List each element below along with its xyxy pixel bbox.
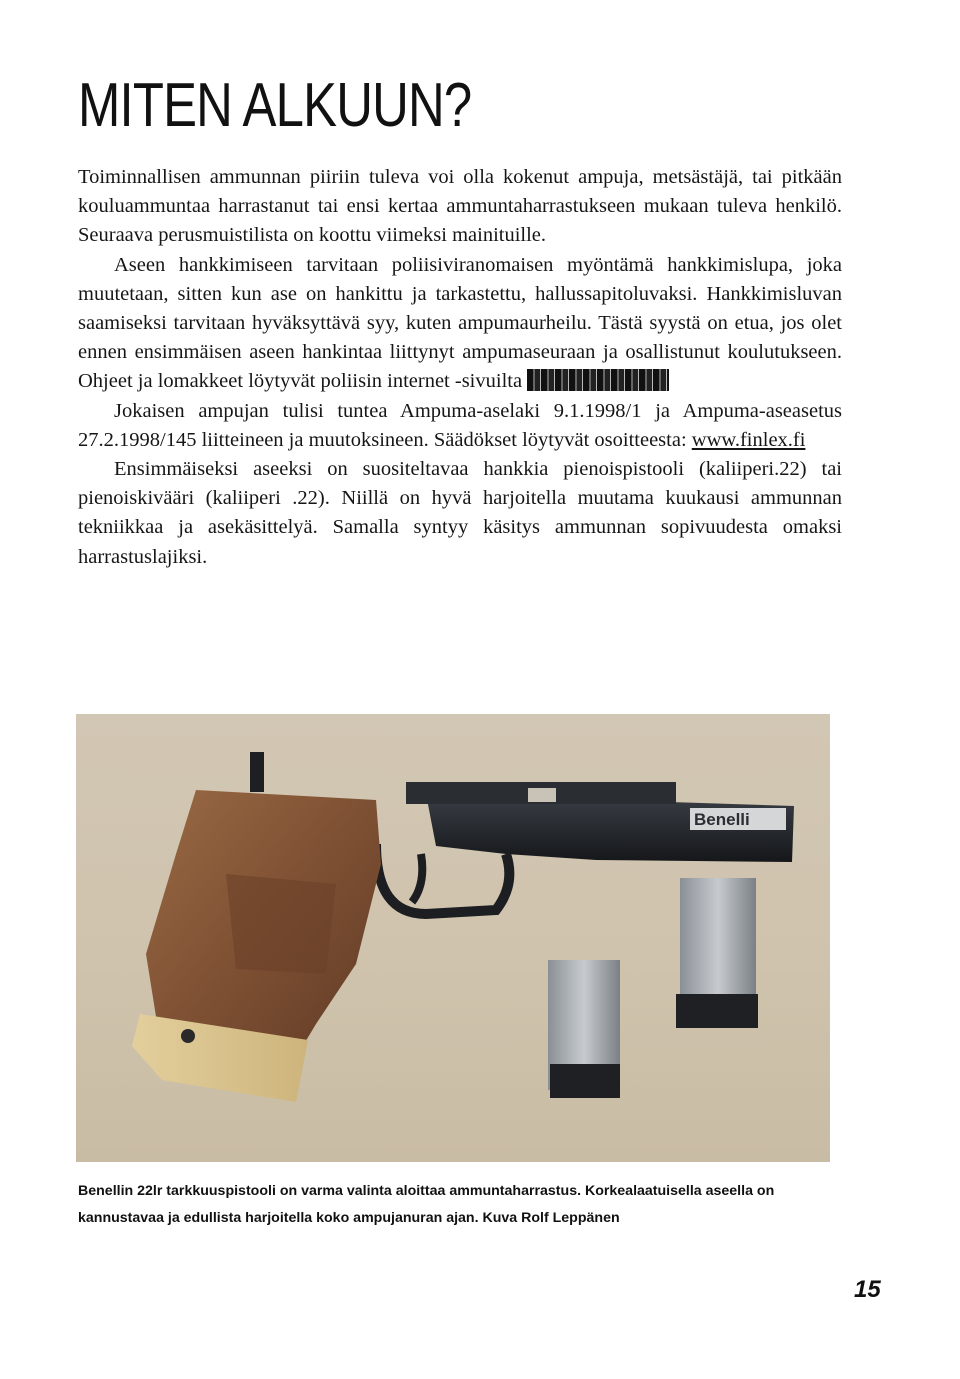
page-title: MITEN ALKUUN? <box>78 71 472 140</box>
pistol-bolt-catch <box>528 788 556 802</box>
magazine-right-base <box>676 994 758 1028</box>
pistol-illustration <box>76 714 830 1162</box>
magazine-left-base <box>550 1064 620 1098</box>
brand-text: Benelli <box>694 810 750 829</box>
law-paragraph-text: Jokaisen ampujan tulisi tuntea Ampuma-aselaki 9.1.1998/1 ja Ampuma-aseasetus 27.2.1998/145 liitteineen ja muutoksineen. Säädökset löytyvät osoitteesta: <box>78 399 842 451</box>
pistol-photo <box>76 714 830 1162</box>
page-number: 15 <box>854 1276 881 1303</box>
photo-caption: Benellin 22lr tarkkuuspistooli on varma valinta aloittaa ammuntaharrastus. Korkealaatuisella aseella on kannustavaa ja edullista harjoitella koko ampujanuran ajan. Kuva Rolf Leppänen <box>78 1183 775 1226</box>
redacted-url <box>527 369 669 391</box>
body-text <box>78 163 842 572</box>
shelf-screw <box>181 1029 195 1043</box>
law-paragraph <box>78 397 842 455</box>
permit-paragraph <box>78 251 842 397</box>
trigger-guard <box>376 844 509 914</box>
permit-paragraph-text: Aseen hankkimiseen tarvitaan poliisiviranomaisen myöntämä hankkimislupa, joka muutetaan, sitten kun ase on hankittu ja tarkastettu, hallussapitoluvaksi. Hankkimisluvan saamiseksi tarvitaan hyväksyttävä syy, kuten ampumaurheilu. Tästä syystä on etua, jos olet ennen ensimmäisen aseen hankintaa liittynyt ampumaseuraan ja osallistunut koulutukseen. Ohjeet ja lomakkeet löytyvät poliisin internet -sivuilta <box>78 253 842 393</box>
first-gun-paragraph: Ensimmäiseksi aseeksi on suositeltavaa hankkia pienoispistooli (kaliiperi.22) tai pienoiskivääri (kaliiperi .22). Niillä on hyvä harjoitella muutama kuukausi ammunnan tekniikkaa ja asekäsittelyä. Samalla syntyy käsitys ammunnan sopivuudesta omaksi harrastuslajiksi. <box>78 458 842 568</box>
rear-sight <box>250 752 264 792</box>
intro-paragraph: Toiminnallisen ammunnan piiriin tuleva voi olla kokenut ampuja, metsästäjä, tai pitkään kouluammuntaa harrastanut tai ensi kertaa ammuntaharrastukseen mukaan tuleva henkilö. Seuraava perusmuistilista on koottu viimeksi mainituille. <box>78 166 842 247</box>
grip-texture <box>226 874 336 974</box>
finlex-link[interactable]: www.finlex.fi <box>691 428 806 451</box>
trigger <box>412 854 422 902</box>
